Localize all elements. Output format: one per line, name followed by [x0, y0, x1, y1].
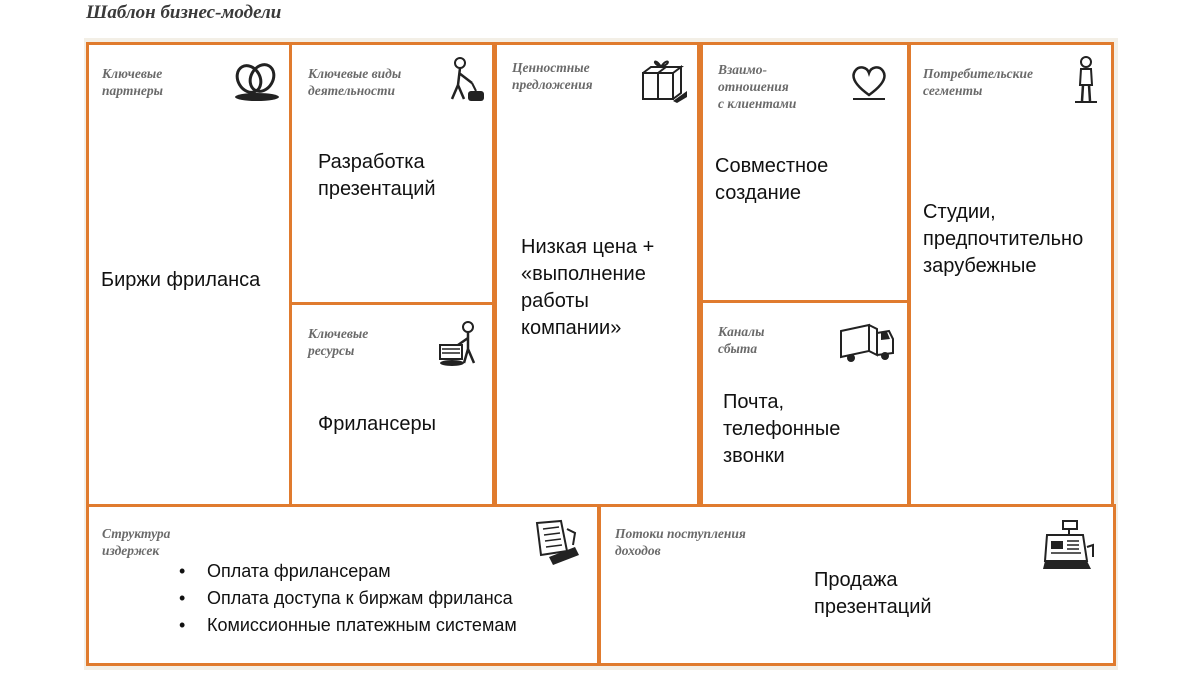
delivery-truck-icon: [837, 321, 895, 365]
block-label: Ценностные предложения: [512, 60, 593, 92]
block-label: Ключевые ресурсы: [308, 326, 369, 358]
block-content: Совместное создание: [715, 155, 829, 204]
block-value-propositions: [494, 42, 700, 508]
block-label: Потоки поступления доходов: [615, 526, 746, 558]
block-customer-relationships: [700, 42, 910, 304]
cost-list: [177, 558, 517, 639]
block-key-activities: [289, 42, 495, 306]
block-revenue-streams: [598, 504, 1116, 666]
block-content: Низкая цена + «выполнение работы компании»: [521, 236, 655, 339]
block-label: Потребительские сегменты: [923, 66, 1033, 98]
business-model-canvas: [84, 38, 1118, 670]
standing-person-icon: [1071, 55, 1101, 105]
block-content: Почта, телефонные звонки: [723, 391, 841, 467]
receipt-papers-icon: [527, 517, 583, 567]
gift-box-icon: [637, 57, 689, 105]
block-content: Разработка презентаций: [318, 151, 436, 200]
block-content: Биржи фриланса: [101, 269, 261, 291]
heart-icon: [849, 61, 889, 101]
block-key-partners: [86, 42, 292, 508]
block-label: Взаимо- отношения с клиентами: [718, 62, 797, 111]
linked-rings-icon: [231, 57, 283, 103]
block-label: Ключевые виды деятельности: [308, 66, 402, 98]
block-content: Студии, предпочтительно зарубежные: [923, 201, 1084, 277]
block-label: Ключевые партнеры: [102, 66, 163, 98]
block-label: Структура издержек: [102, 526, 171, 558]
block-content: Фрилансеры: [318, 413, 436, 435]
page-title: Шаблон бизнес-модели: [86, 2, 282, 23]
list-item: • Комиссионные платежным системам: [177, 612, 517, 639]
cash-register-icon: [1041, 517, 1095, 573]
list-item: • Оплата доступа к биржам фриланса: [177, 585, 517, 612]
person-with-floor-polisher-icon: [440, 55, 486, 105]
block-channels: [700, 300, 910, 508]
block-key-resources: [289, 302, 495, 508]
block-label: Каналы сбыта: [718, 324, 765, 356]
block-cost-structure: [86, 504, 600, 666]
block-content: Продажа презентаций: [814, 569, 932, 618]
person-with-machine-icon: [438, 319, 488, 369]
list-item: • Оплата фрилансерам: [177, 558, 517, 585]
block-customer-segments: [908, 42, 1114, 508]
